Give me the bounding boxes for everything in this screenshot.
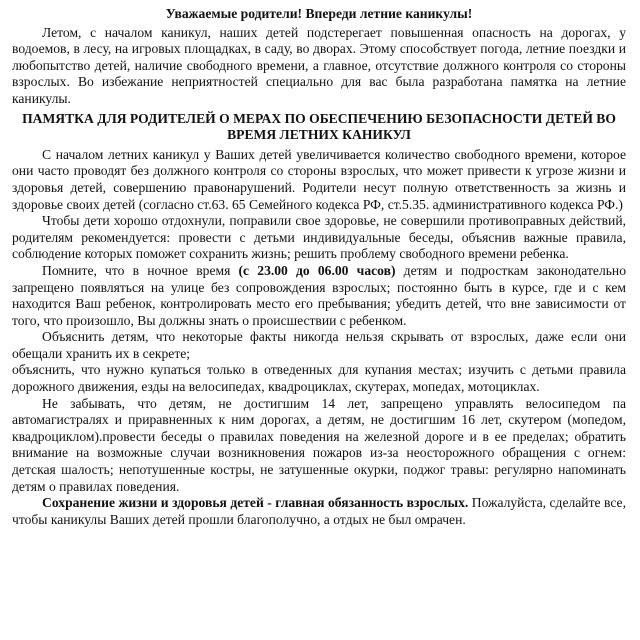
paragraph-conclusion (12, 495, 626, 528)
night-time-lead: Помните, что в ночное время (42, 262, 239, 278)
paragraph-swimming: объяснить, что нужно купаться только в отведенных для купания местах; изучить с детьми правила дорожного движения, езды на велосипедах, квадроциклах, скутерах, мопедах, мотоциклах. (12, 362, 626, 395)
paragraph-secrets: Объяснить детям, что некоторые факты никогда нельзя скрывать от взрослых, даже если они обещали хранить их в секрете; (12, 329, 626, 361)
page-title: Уважаемые родители! Впереди летние каникулы! (165, 6, 473, 21)
paragraph-free-time: С началом летних каникул у Ваших детей увеличивается количество свободного времени, которое они часто проводят без должного контроля со стороны взрослых, что может привести к угрозе жизни и здоровья детей, совершению правонарушений. Родители несут полную ответственность за жизнь и здоровье своих детей (согласно ст.63. 65 Семейного кодекса РФ, ст.5.35. административного кодекса РФ.) (12, 146, 626, 212)
paragraph-recommendations: Чтобы дети хорошо отдохнули, поправили свое здоровье, не совершили противоправных действий, родителям рекомендуется: провести с детьми индивидуальные беседы, объяснив важные правила, соблюдение которых поможет сохранить жизнь; решить проблему свободного времени ребенка. (12, 213, 626, 262)
curfew-hours: (с 23.00 до 06.00 часов) (238, 262, 396, 278)
conclusion-rest: Пожалуйста, сделайте все, чтобы каникулы Ваших детей прошли благополучно, а отдых не был омрачен. (12, 495, 626, 527)
night-time-rest: детям и подросткам законодательно запрещено появляться на улице без сопровождения взрослых; постоянно быть в курсе, где и с кем находится Ваш ребенок, контролировать место его пребывания; убедить детей, что вне зависимости от того, что произошло, Вы должны знать о происшествии с ребенком. (12, 262, 626, 328)
conclusion-emphasis: Сохранение жизни и здоровья детей - главная обязанность взрослых. (42, 495, 469, 511)
memo-heading: ПАМЯТКА ДЛЯ РОДИТЕЛЕЙ О МЕРАХ ПО ОБЕСПЕЧЕНИЮ БЕЗОПАСНОСТИ ДЕТЕЙ ВО ВРЕМЯ ЛЕТНИХ КАНИКУЛ (22, 110, 616, 143)
intro-paragraph: Летом, с началом каникул, наших детей подстерегает повышенная опасность на дорогах, у водоемов, в лесу, на игровых площадках, в саду, во дворах. Этому способствует погода, летние поездки и любопытство детей, наличие свободного времени, а главное, отсутствие должного контроля со стороны взрослых. Во избежание неприятностей специально для вас была разработана памятка на летние каникулы. (12, 24, 626, 106)
paragraph-age-limits: Не забывать, что детям, не достигшим 14 лет, запрещено управлять велосипедом па автомагистралях и приравненных к ним дорогах, а детям, не достигшим 16 лет, скутером (мопедом, квадроциклом).провести беседы о правилах поведения на железной дороге и в ее пределах; обратить внимание на возможные случаи возникновения пожаров из-за неосторожного обращения с огнем: детская шалость; непотушенные костры, не затушенные окурки, поджог травы: регулярно напоминать детям о правилах поведения. (12, 395, 626, 494)
paragraph-night-time (12, 263, 626, 329)
